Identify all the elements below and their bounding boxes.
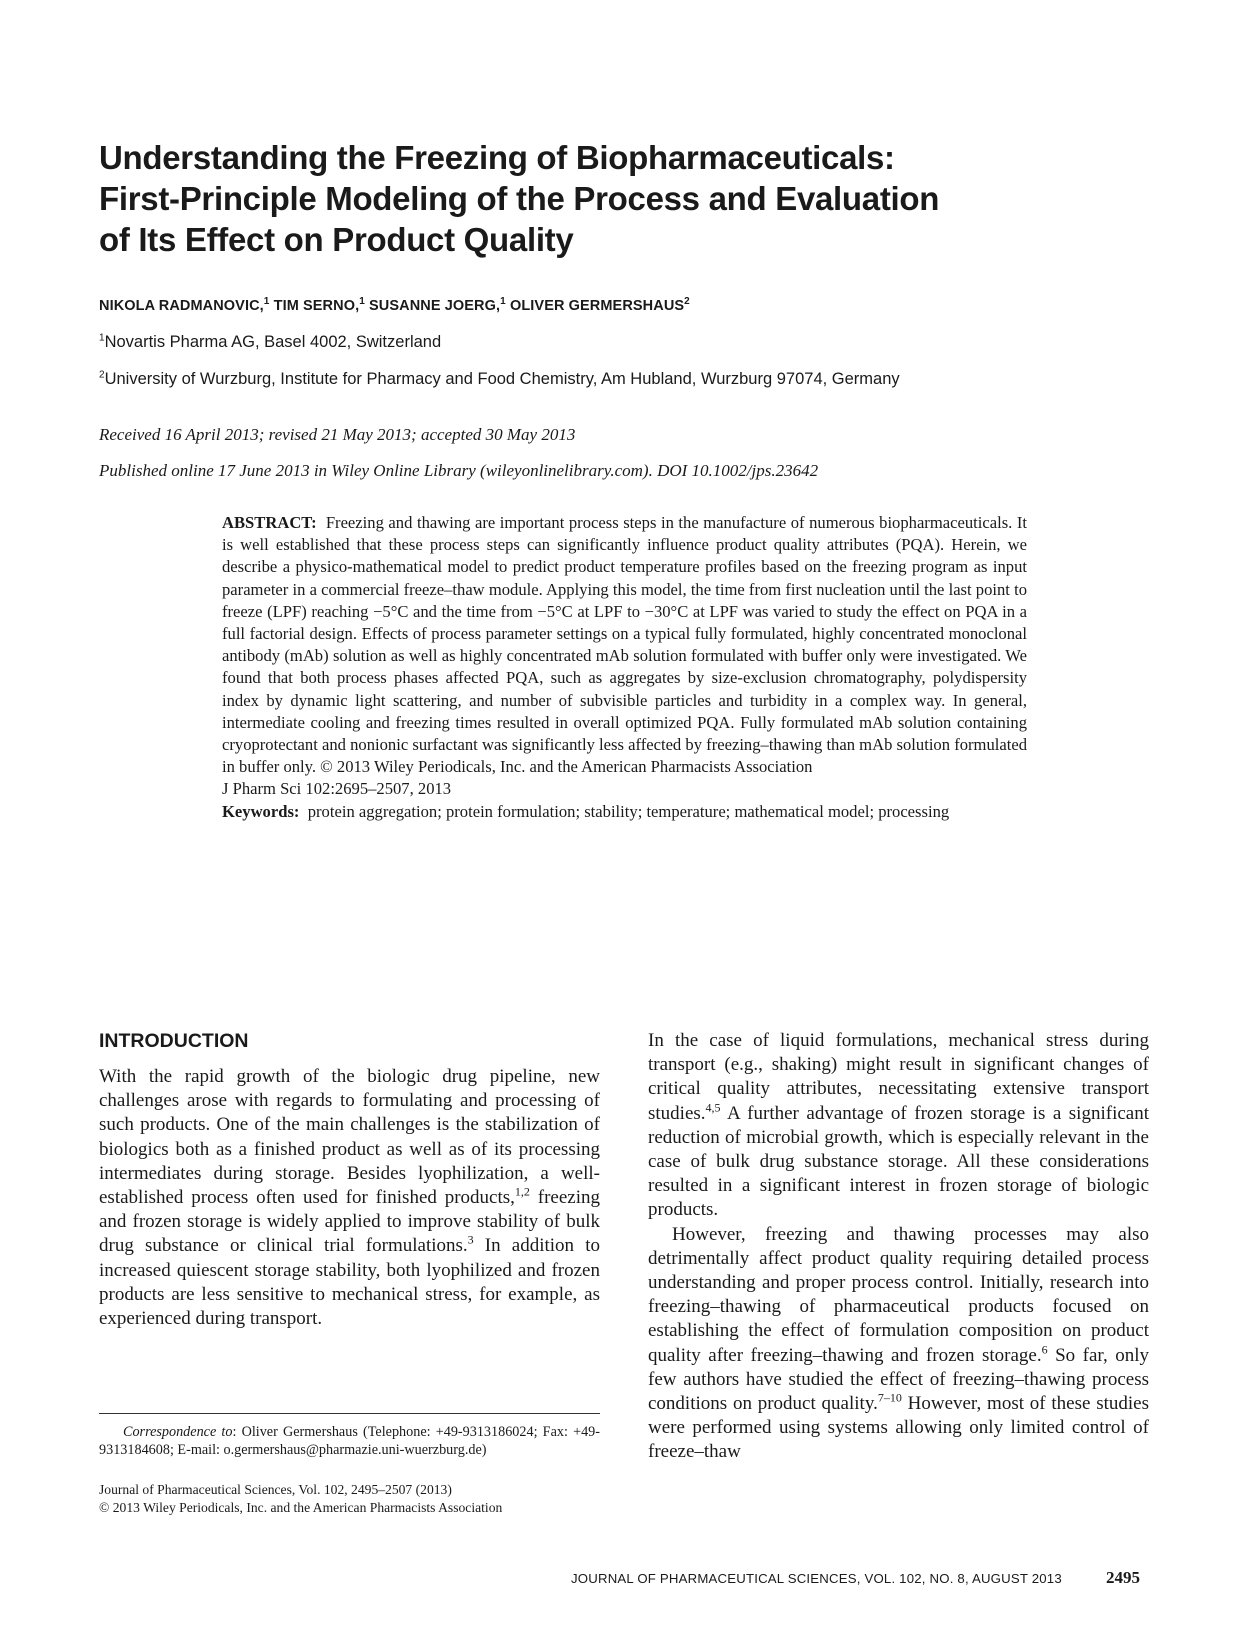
text-segment: However, most of these studies were performed using systems allowing only limited control of freeze–thaw: [648, 1393, 1149, 1463]
correspondence-lead: Correspondence to: [123, 1424, 233, 1440]
journal-footer-line: © 2013 Wiley Periodicals, Inc. and the American Pharmacists Association: [99, 1500, 503, 1515]
abstract-text: Freezing and thawing are important process steps in the manufacture of numerous biopharmaceuticals. It is well established that these process steps can significantly influence product quality attributes (PQA). Herein, we describe a physico-mathematical model to predict product temperature profiles based on the freezing program as input parameter in a commercial freeze–thaw module. Applying this model, the time from first nucleation until the last point to freeze (LPF) reaching −5°C and the time from −5°C at LPF to −30°C at LPF was varied to study the effect on PQA in a full factorial design. Effects of process parameter settings on a typical fully formulated, highly concentrated monoclonal antibody (mAb) solution as well as highly concentrated mAb solution formulated with buffer only were investigated. We found that both process phases affected PQA, such as aggregates by size-exclusion chromatography, polydispersity index by dynamic light scattering, and number of subvisible particles and turbidity in a complex way. In general, intermediate cooling and freezing times resulted in overall optimized PQA. Fully formulated mAb solution containing cryoprotectant and nonionic surfactant was significantly less affected by freezing–thawing than mAb solution formulated in buffer only. © 2013 Wiley Periodicals, Inc. and the American Pharmacists Association: [222, 513, 1028, 777]
affiliation-text: Novartis Pharma AG, Basel 4002, Switzerland: [104, 333, 442, 351]
author-affiliation-mark: 1: [500, 296, 506, 308]
running-footer: JOURNAL OF PHARMACEUTICAL SCIENCES, VOL. 102, NO. 8, AUGUST 2013: [571, 1571, 1062, 1586]
affiliation-number: 2: [99, 369, 105, 381]
author-affiliation-mark: 1: [359, 296, 365, 308]
author-name: OLIVER GERMERSHAUS: [509, 298, 685, 314]
title-line: First-Principle Modeling of the Process and Evaluation: [99, 180, 940, 217]
author-affiliation-mark: 2: [684, 296, 690, 308]
author-name: TIM SERNO,: [273, 298, 360, 314]
citation-ref[interactable]: 1,2: [514, 1184, 530, 1199]
intro-column-left: [99, 1065, 600, 1331]
author-affiliation-mark: 1: [263, 296, 270, 308]
author-list: [99, 298, 999, 314]
footnote-divider: [99, 1413, 600, 1414]
body-paragraph: [648, 1223, 1149, 1465]
text-segment: However, freezing and thawing processes may also detrimentally affect product quality requiring detailed process understanding and proper process control. Initially, research into freezing–thawing of pharmaceutical products focused on establishing the effect of formulation composition on product quality after freezing–thawing and frozen storage.: [648, 1223, 1149, 1366]
affiliation-text: University of Wurzburg, Institute for Pharmacy and Food Chemistry, Am Hubland, Wurzburg 97074, Germany: [104, 370, 900, 388]
paper-title: [99, 137, 999, 260]
abstract-block: [222, 512, 1027, 823]
correspondence-note: [99, 1423, 600, 1459]
affiliation: [99, 370, 1099, 389]
affiliation-number: 1: [99, 332, 105, 344]
citation-ref[interactable]: 4,5: [705, 1100, 721, 1115]
body-paragraph: [648, 1029, 1149, 1223]
author-name: SUSANNE JOERG,: [369, 298, 501, 314]
section-heading-introduction: INTRODUCTION: [99, 1030, 249, 1052]
text-segment: freezing and frozen storage is widely applied to improve stability of bulk drug substance or clinical trial formulations.: [99, 1187, 601, 1257]
title-line: of Its Effect on Product Quality: [99, 221, 574, 258]
keywords: [222, 801, 1027, 823]
keywords-label: Keywords:: [222, 801, 300, 821]
text-segment: With the rapid growth of the biologic drug pipeline, new challenges arose with regards to formulating and processing of such products. One of the main challenges is the stabilization of biologics both as a finished product as well as of its processing intermediates during storage. Besides lyophilization, a well-established process often used for finished products,: [99, 1066, 600, 1209]
citation-ref[interactable]: 7–10: [877, 1390, 902, 1405]
citation-ref[interactable]: 3: [467, 1233, 474, 1248]
correspondence-text: : Oliver Germershaus (Telephone: +49-9313186024; Fax: +49-9313184608; E-mail: o.germershaus@pharmazie.uni-wuerzburg.de): [99, 1424, 600, 1458]
body-paragraph: [99, 1065, 600, 1331]
title-line: Understanding the Freezing of Biopharmaceuticals:: [99, 139, 895, 176]
keywords-text: protein aggregation; protein formulation; stability; temperature; mathematical model; processing: [307, 801, 950, 821]
page-number: 2495: [1106, 1568, 1140, 1587]
abstract-body: [222, 512, 1027, 778]
author-name: NIKOLA RADMANOVIC,: [99, 298, 264, 314]
text-segment: A further advantage of frozen storage is a significant reduction of microbial growth, which is especially relevant in the case of bulk drug substance storage. All these considerations resulted in a significant interest in frozen storage of biologic products.: [648, 1102, 1149, 1221]
text-segment: In addition to increased quiescent storage stability, both lyophilized and frozen products are less sensitive to mechanical stress, for example, as experienced during transport.: [99, 1235, 600, 1330]
text-segment: In the case of liquid formulations, mechanical stress during transport (e.g., shaking) might result in significant changes of critical quality attributes, necessitating extensive transport studies.: [648, 1030, 1149, 1124]
publication-info: Published online 17 June 2013 in Wiley Online Library (wileyonlinelibrary.com). DOI 10.1002/jps.23642: [99, 461, 819, 480]
abstract-label: ABSTRACT:: [222, 513, 317, 532]
journal-citation: J Pharm Sci 102:2695–2507, 2013: [222, 779, 452, 799]
text-segment: So far, only few authors have studied the effect of freezing–thawing process conditions on product quality.: [648, 1344, 1149, 1415]
journal-footer: [99, 1481, 619, 1517]
journal-footer-line: Journal of Pharmaceutical Sciences, Vol. 102, 2495–2507 (2013): [99, 1482, 452, 1497]
intro-column-right: [648, 1029, 1149, 1465]
citation-ref[interactable]: 6: [1041, 1342, 1048, 1357]
affiliation: [99, 333, 1099, 352]
received-dates: Received 16 April 2013; revised 21 May 2013; accepted 30 May 2013: [99, 425, 576, 444]
